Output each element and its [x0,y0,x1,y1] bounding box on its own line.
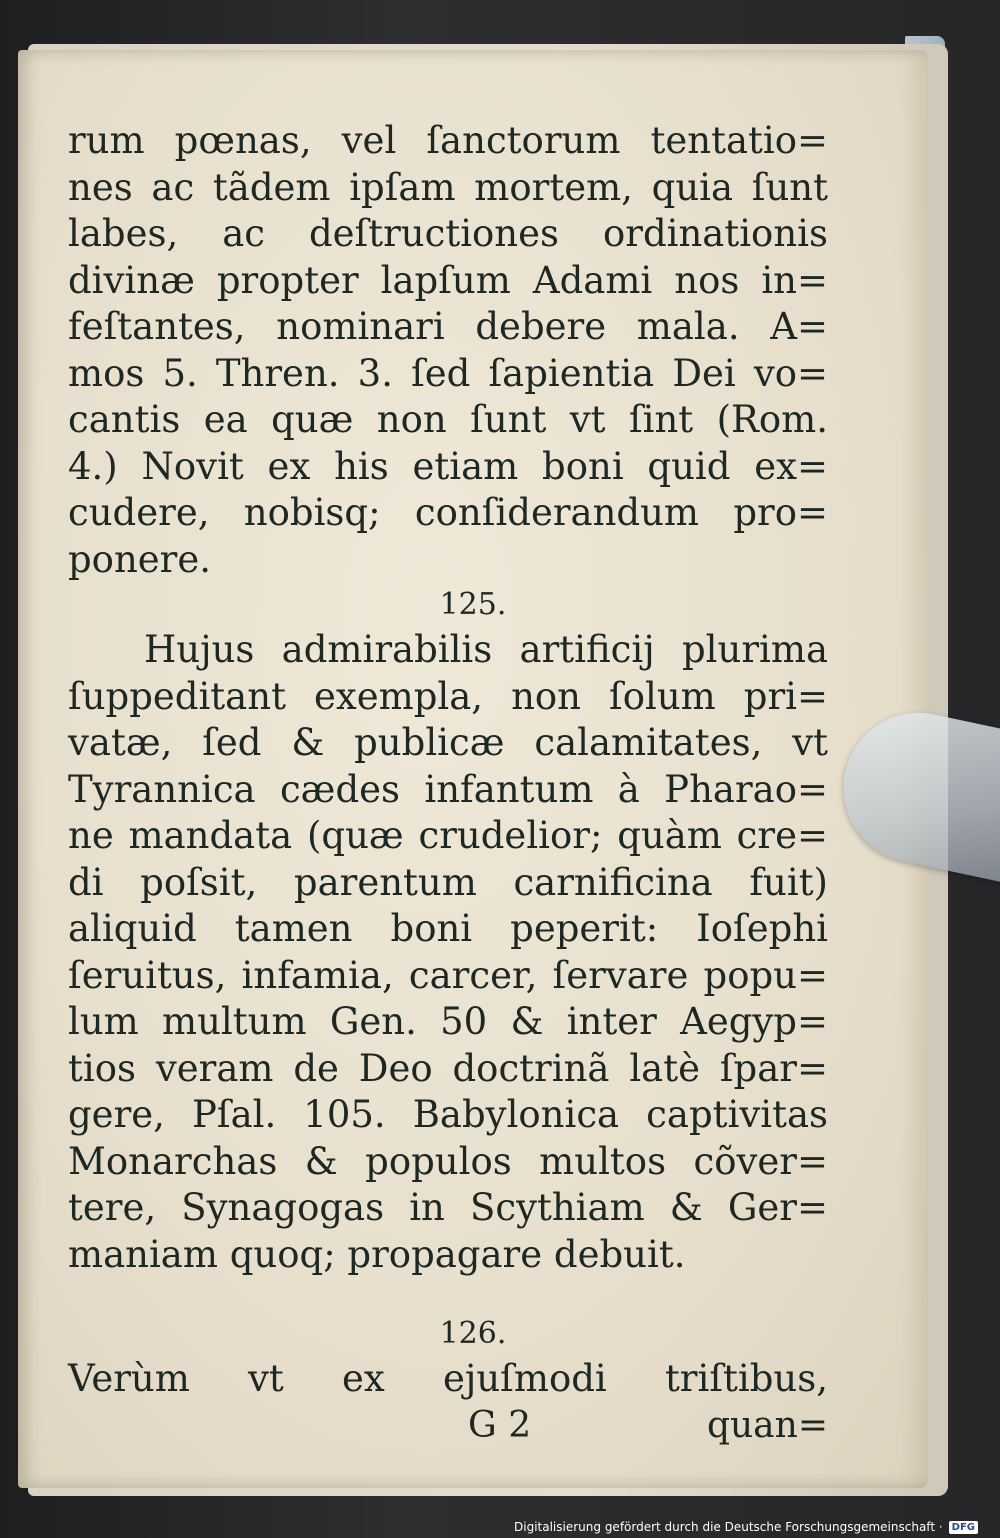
section-number: 125. [439,587,507,622]
footer-text: Digitalisierung gefördert durch die Deutsche Forschungsgemeinschaft · [514,1520,943,1534]
text-line: Verùm vt ex ejuſmodi triſtibus, [68,1357,828,1400]
text-line: gere, Pſal. 105. Babylonica captivitas [68,1093,828,1136]
catchword: quan= [706,1404,828,1446]
text-line: labes, ac deſtructiones ordinationis [68,212,828,255]
text-line: rum pœnas, vel ſanctorum tentatio= [68,119,828,162]
text-line: feſtantes, nominari debere mala. A= [68,305,828,348]
footer-credit [514,1520,978,1534]
text-line: 4.) Novit ex his etiam boni quid ex= [68,444,828,488]
signature-mark: G 2 [468,1404,532,1446]
text-line: cudere, nobisq; conſiderandum pro= [68,491,828,534]
text-line: nes ac tãdem ipſam mortem, quia ſunt [68,165,828,209]
dfg-logo: DFG [949,1521,978,1534]
text-line: mos 5. Thren. 3. ſed ſapientia Dei vo= [68,351,828,395]
text-line: vatæ, ſed & publicæ calamitates, vt [68,721,828,764]
section-number: 126. [439,1316,507,1351]
text-line: maniam quoq; propagare debuit. [68,1232,686,1276]
text-line: di poſsit, parentum carnificina fuit) [68,860,828,904]
text-line: aliquid tamen boni peperit: Ioſephi [68,907,828,950]
signature-line [68,1403,828,1450]
text-line: ponere. [68,537,212,581]
text-line: ſuppeditant exempla, non ſolum pri= [68,674,828,718]
text-line: Hujus admirabilis artificij plurima [144,628,828,671]
text-line: ſeruitus, infamia, carcer, ſervare popu= [68,953,828,997]
book-page [18,50,928,1488]
page-text [68,118,828,1449]
text-line: ne mandata (quæ crudelior; quàm cre= [68,814,828,857]
text-line: tios veram de Deo doctrinã latè ſpar= [68,1046,828,1090]
text-line: lum multum Gen. 50 & inter Aegyp= [68,1000,828,1043]
text-line: divinæ propter lapſum Adami nos in= [68,258,828,302]
text-line: Monarchas & populos multos cõver= [68,1139,828,1183]
text-line: Tyrannica cædes infantum à Pharao= [68,767,828,811]
text-line: tere, Synagogas in Scythiam & Ger= [68,1186,828,1229]
text-line: cantis ea quæ non ſunt vt ſint (Rom. [68,398,828,441]
